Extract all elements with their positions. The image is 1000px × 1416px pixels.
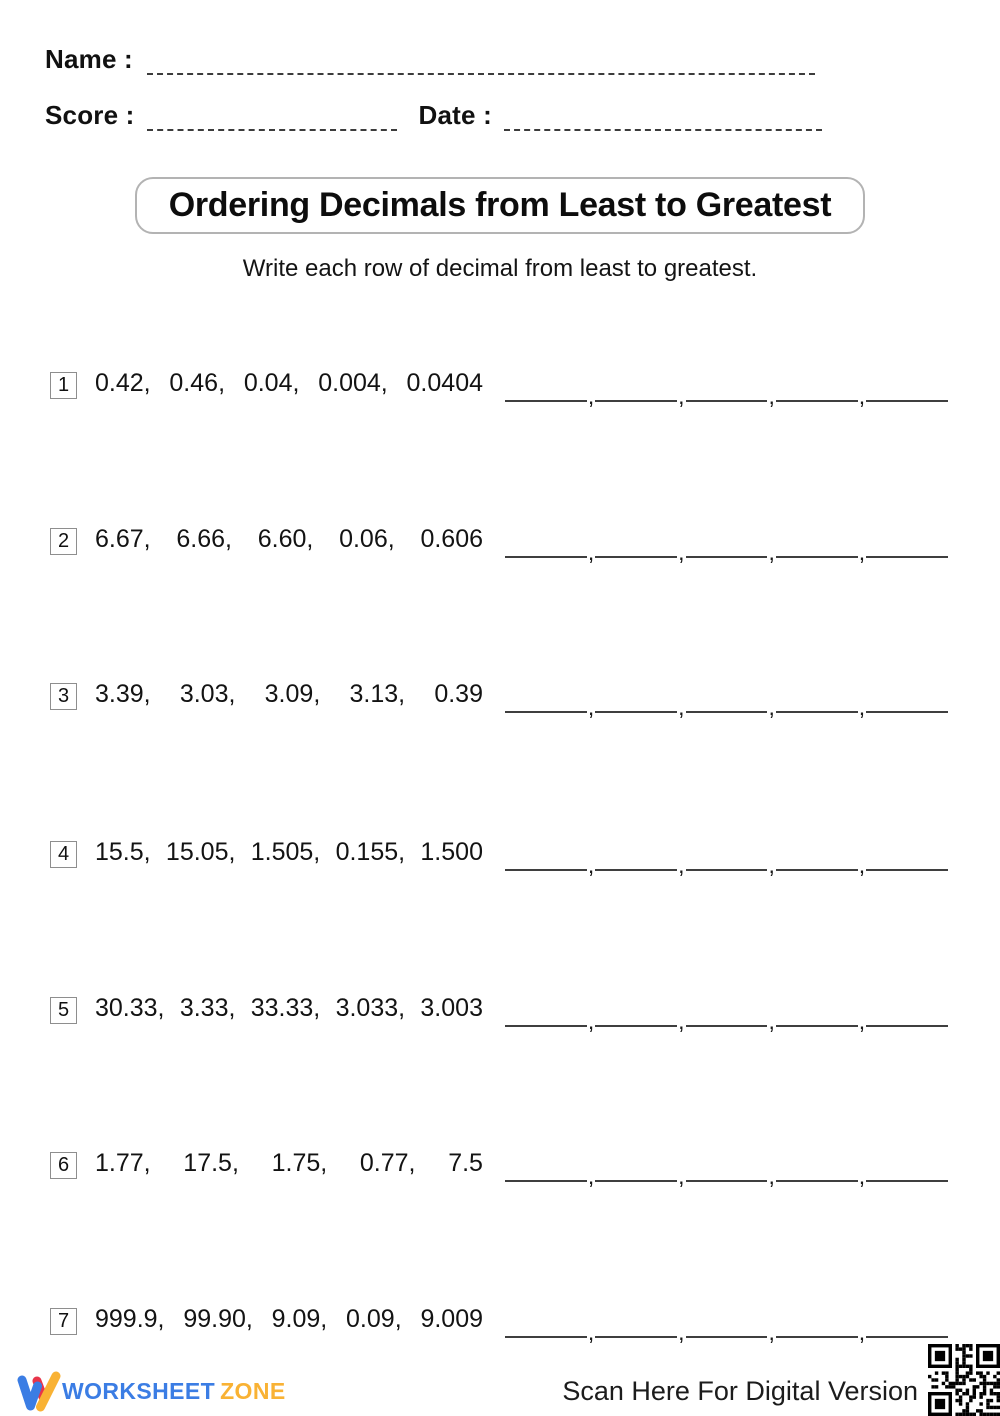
decimal-value: 9.09, [271, 1305, 328, 1333]
answer-blank[interactable] [776, 835, 858, 871]
question-number-box [50, 841, 77, 868]
answer-area [505, 835, 948, 879]
comma-separator: , [858, 1319, 866, 1346]
comma-separator: , [587, 694, 595, 721]
question-number-box [50, 1152, 77, 1179]
question-values [95, 680, 483, 709]
answer-area [505, 677, 948, 721]
answer-blank[interactable] [686, 1302, 768, 1338]
comma-separator: , [587, 1319, 595, 1346]
comma-separator: , [858, 539, 866, 566]
decimal-value: 33.33, [250, 994, 321, 1022]
answer-blank[interactable] [866, 835, 948, 871]
question-values [95, 838, 483, 867]
question-values [95, 369, 483, 398]
date-input-line[interactable] [504, 105, 822, 131]
comma-separator: , [587, 383, 595, 410]
comma-separator: , [678, 1163, 685, 1190]
qr-code [928, 1344, 1000, 1416]
question-number-box [50, 528, 77, 555]
answer-blank[interactable] [686, 522, 768, 558]
decimal-value: 9.009 [420, 1305, 483, 1333]
question-number: 7 [57, 1310, 70, 1332]
score-date-row [45, 100, 822, 131]
question-number: 5 [57, 999, 70, 1021]
decimal-value: 0.606 [420, 525, 483, 553]
name-label: Name : [45, 44, 133, 74]
decimal-value: 0.09, [346, 1305, 402, 1333]
answer-blank[interactable] [595, 835, 677, 871]
answer-blank[interactable] [866, 1302, 948, 1338]
score-input-line[interactable] [147, 105, 397, 131]
answer-blank[interactable] [686, 991, 768, 1027]
decimal-value: 3.09, [264, 680, 321, 708]
decimal-value: 0.04, [243, 369, 300, 397]
question-values [95, 1149, 483, 1178]
question-row-1 [0, 366, 1000, 408]
name-input-line[interactable] [147, 49, 815, 75]
answer-blank[interactable] [776, 522, 858, 558]
comma-separator: , [678, 539, 685, 566]
decimal-value: 6.66, [176, 525, 232, 553]
decimal-value: 0.0404 [406, 369, 483, 397]
comma-separator: , [768, 1008, 775, 1035]
comma-separator: , [678, 1319, 685, 1346]
name-field-row [45, 44, 815, 75]
answer-area [505, 1146, 948, 1190]
question-values [95, 525, 483, 554]
decimal-value: 999.9, [95, 1305, 165, 1333]
answer-blank[interactable] [505, 1146, 587, 1182]
question-row-4 [0, 835, 1000, 877]
comma-separator: , [768, 694, 775, 721]
answer-blank[interactable] [686, 1146, 768, 1182]
worksheet-title-box [135, 177, 865, 234]
comma-separator: , [768, 1163, 775, 1190]
answer-blank[interactable] [595, 366, 677, 402]
decimal-value: 0.42, [95, 369, 151, 397]
answer-area [505, 991, 948, 1035]
answer-blank[interactable] [866, 677, 948, 713]
question-values [95, 994, 483, 1023]
decimal-value: 0.46, [169, 369, 226, 397]
decimal-value: 0.004, [318, 369, 388, 397]
decimal-value: 3.33, [179, 994, 236, 1022]
answer-blank[interactable] [595, 1302, 677, 1338]
decimal-value: 3.033, [335, 994, 406, 1022]
answer-blank[interactable] [866, 1146, 948, 1182]
decimal-value: 3.003 [420, 994, 483, 1022]
decimal-value: 0.39 [434, 680, 483, 708]
question-values [95, 1305, 483, 1334]
comma-separator: , [858, 852, 866, 879]
comma-separator: , [587, 539, 595, 566]
comma-separator: , [678, 383, 685, 410]
answer-blank[interactable] [505, 991, 587, 1027]
answer-blank[interactable] [595, 677, 677, 713]
decimal-value: 0.06, [339, 525, 395, 553]
decimal-value: 7.5 [448, 1149, 483, 1177]
question-row-2 [0, 522, 1000, 564]
decimal-value: 0.155, [335, 838, 406, 866]
comma-separator: , [768, 1319, 775, 1346]
decimal-value: 6.67, [95, 525, 151, 553]
decimal-value: 15.05, [165, 838, 236, 866]
question-number-box [50, 372, 77, 399]
answer-blank[interactable] [866, 991, 948, 1027]
answer-blank[interactable] [595, 991, 677, 1027]
answer-blank[interactable] [595, 1146, 677, 1182]
date-label: Date : [418, 100, 492, 130]
question-number: 6 [57, 1154, 70, 1176]
comma-separator: , [768, 852, 775, 879]
brand-worksheet-text: WORKSHEET [62, 1378, 216, 1404]
comma-separator: , [678, 852, 685, 879]
question-row-3 [0, 677, 1000, 719]
answer-area [505, 1302, 948, 1346]
question-number-box [50, 683, 77, 710]
answer-area [505, 366, 948, 410]
footer [0, 1338, 1000, 1416]
decimal-value: 6.60, [257, 525, 314, 553]
answer-area [505, 522, 948, 566]
answer-blank[interactable] [866, 522, 948, 558]
decimal-value: 1.500 [420, 838, 483, 866]
answer-blank[interactable] [776, 677, 858, 713]
decimal-value: 30.33, [95, 994, 165, 1022]
comma-separator: , [587, 852, 595, 879]
worksheetzone-logo-icon [16, 1368, 62, 1414]
decimal-value: 99.90, [183, 1305, 253, 1333]
answer-blank[interactable] [686, 677, 768, 713]
answer-blank[interactable] [866, 366, 948, 402]
answer-blank[interactable] [595, 522, 677, 558]
decimal-value: 3.13, [349, 680, 406, 708]
decimal-value: 3.03, [179, 680, 236, 708]
question-row-5 [0, 991, 1000, 1033]
decimal-value: 0.77, [359, 1149, 416, 1177]
brand-zone-text: ZONE [220, 1378, 286, 1404]
instruction-text: Write each row of decimal from least to greatest. [242, 255, 758, 282]
answer-blank[interactable] [686, 835, 768, 871]
answer-blank[interactable] [776, 1146, 858, 1182]
answer-blank[interactable] [505, 835, 587, 871]
question-number-box [50, 1308, 77, 1335]
comma-separator: , [858, 1163, 866, 1190]
answer-blank[interactable] [505, 522, 587, 558]
comma-separator: , [858, 694, 866, 721]
answer-blank[interactable] [776, 366, 858, 402]
comma-separator: , [858, 383, 866, 410]
answer-blank[interactable] [776, 1302, 858, 1338]
brand-wordmark [62, 1378, 286, 1405]
question-number: 2 [57, 530, 70, 552]
comma-separator: , [678, 1008, 685, 1035]
question-number-box [50, 997, 77, 1024]
question-number: 4 [57, 843, 70, 865]
answer-blank[interactable] [505, 677, 587, 713]
decimal-value: 15.5, [95, 838, 151, 866]
scan-here-text: Scan Here For Digital Version [562, 1376, 918, 1406]
answer-blank[interactable] [776, 991, 858, 1027]
question-number: 3 [57, 685, 70, 707]
comma-separator: , [678, 694, 685, 721]
page-title: Ordering Decimals from Least to Greatest [168, 186, 832, 224]
decimal-value: 1.75, [271, 1149, 328, 1177]
decimal-value: 3.39, [95, 680, 151, 708]
question-number: 1 [57, 374, 70, 396]
answer-blank[interactable] [686, 366, 768, 402]
question-row-6 [0, 1146, 1000, 1188]
score-label: Score : [45, 100, 135, 130]
comma-separator: , [587, 1163, 595, 1190]
comma-separator: , [858, 1008, 866, 1035]
decimal-value: 17.5, [183, 1149, 239, 1177]
decimal-value: 1.505, [250, 838, 321, 866]
comma-separator: , [768, 383, 775, 410]
comma-separator: , [587, 1008, 595, 1035]
comma-separator: , [768, 539, 775, 566]
decimal-value: 1.77, [95, 1149, 151, 1177]
answer-blank[interactable] [505, 366, 587, 402]
answer-blank[interactable] [505, 1302, 587, 1338]
